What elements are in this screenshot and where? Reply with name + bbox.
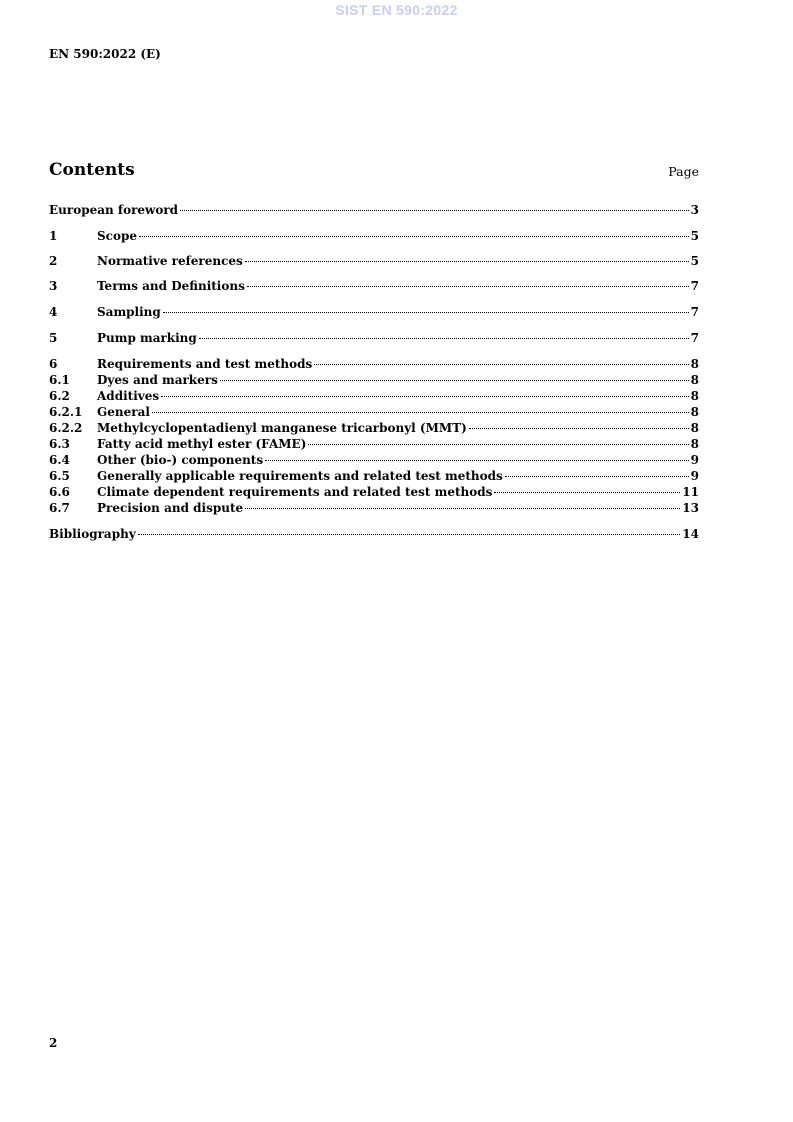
- toc-entry[interactable]: [49, 500, 699, 516]
- toc-entry-title: Fatty acid methyl ester (FAME): [97, 437, 307, 451]
- toc-entry-title: Sampling: [97, 305, 161, 319]
- toc-entry-page: 8: [690, 421, 699, 435]
- toc-entry[interactable]: [49, 372, 699, 388]
- dot-leader: [138, 534, 681, 535]
- toc-entry-title: Precision and dispute: [97, 501, 244, 515]
- dot-leader: [245, 508, 680, 509]
- dot-leader: [163, 312, 689, 313]
- toc-entry-page: 5: [690, 254, 699, 268]
- toc-entry[interactable]: [49, 420, 699, 436]
- dot-leader: [245, 261, 689, 262]
- toc-entry-title: Additives: [97, 389, 160, 403]
- dot-leader: [220, 380, 689, 381]
- toc-entry-page: 7: [690, 305, 699, 319]
- toc-entry-page: 8: [690, 437, 699, 451]
- dot-leader: [247, 286, 689, 287]
- toc-header: [49, 160, 699, 184]
- toc-entry-title: Dyes and markers: [97, 373, 218, 387]
- toc-entry-title: Generally applicable requirements and related test methods: [97, 469, 503, 483]
- toc-entry-title: Pump marking: [97, 331, 197, 345]
- toc-entry-title: Bibliography: [49, 527, 136, 541]
- toc-entry[interactable]: [49, 228, 699, 244]
- toc-entry-number: 6.2.2: [49, 421, 83, 435]
- dot-leader: [152, 412, 689, 413]
- toc-entry-page: 3: [690, 203, 699, 217]
- toc-entry-page: 9: [690, 453, 699, 467]
- dot-leader: [180, 210, 689, 211]
- toc-entry-page: 5: [690, 229, 699, 243]
- toc-entry-number: 6.2: [49, 389, 70, 403]
- toc-entry-title: Methylcyclopentadienyl manganese tricarbonyl (MMT): [97, 421, 467, 435]
- dot-leader: [494, 492, 680, 493]
- toc-entry-page: 8: [690, 405, 699, 419]
- toc-entry-page: 7: [690, 279, 699, 293]
- toc-entry-title: Requirements and test methods: [97, 357, 313, 371]
- dot-leader: [469, 428, 689, 429]
- toc-entry[interactable]: [49, 452, 699, 468]
- toc-entry-number: 6.3: [49, 437, 70, 451]
- toc-entry-page: 7: [690, 331, 699, 345]
- toc-entry-number: 6.1: [49, 373, 70, 387]
- toc-entry[interactable]: [49, 404, 699, 420]
- toc-entry-page: 11: [682, 485, 699, 499]
- toc-page-label: Page: [668, 164, 699, 179]
- toc-entry[interactable]: [49, 304, 699, 320]
- watermark: SIST EN 590:2022: [335, 2, 458, 18]
- toc-entry-title: Climate dependent requirements and related test methods: [97, 485, 493, 499]
- toc-entry-title: European foreword: [49, 203, 179, 217]
- toc-entry[interactable]: [49, 436, 699, 452]
- toc-entry-title: Normative references: [97, 254, 243, 268]
- page-number: 2: [49, 1036, 58, 1050]
- toc-entry[interactable]: [49, 253, 699, 269]
- toc-title: Contents: [49, 160, 135, 180]
- toc-entry-number: 4: [49, 305, 58, 319]
- toc-entry[interactable]: [49, 202, 699, 218]
- dot-leader: [505, 476, 689, 477]
- dot-leader: [308, 444, 688, 445]
- toc-entry-page: 14: [682, 527, 699, 541]
- dot-leader: [265, 460, 689, 461]
- toc-entry-title: Terms and Definitions: [97, 279, 245, 293]
- toc-entry-number: 1: [49, 229, 58, 243]
- toc-entry-number: 3: [49, 279, 58, 293]
- toc-entry-number: 2: [49, 254, 58, 268]
- toc-entry-title: Other (bio-) components: [97, 453, 264, 467]
- dot-leader: [161, 396, 689, 397]
- toc-entry-page: 8: [690, 389, 699, 403]
- document-id: EN 590:2022 (E): [49, 47, 161, 61]
- table-of-contents: [49, 202, 699, 542]
- toc-entry-number: 6.5: [49, 469, 70, 483]
- toc-entry[interactable]: [49, 388, 699, 404]
- toc-entry[interactable]: [49, 330, 699, 346]
- toc-entry-page: 8: [690, 357, 699, 371]
- toc-entry-title: Scope: [97, 229, 138, 243]
- toc-entry-number: 6.7: [49, 501, 70, 515]
- toc-entry-page: 8: [690, 373, 699, 387]
- toc-entry[interactable]: [49, 278, 699, 294]
- dot-leader: [139, 236, 689, 237]
- toc-entry-number: 5: [49, 331, 58, 345]
- toc-entry[interactable]: [49, 526, 699, 542]
- toc-entry-page: 9: [690, 469, 699, 483]
- toc-entry[interactable]: [49, 468, 699, 484]
- toc-entry[interactable]: [49, 484, 699, 500]
- toc-entry-number: 6.6: [49, 485, 70, 499]
- toc-entry-number: 6.2.1: [49, 405, 83, 419]
- dot-leader: [314, 364, 688, 365]
- toc-entry-page: 13: [682, 501, 699, 515]
- toc-entry-title: General: [97, 405, 150, 419]
- toc-entry-number: 6: [49, 357, 58, 371]
- toc-entry[interactable]: [49, 356, 699, 372]
- dot-leader: [199, 338, 689, 339]
- toc-entry-number: 6.4: [49, 453, 70, 467]
